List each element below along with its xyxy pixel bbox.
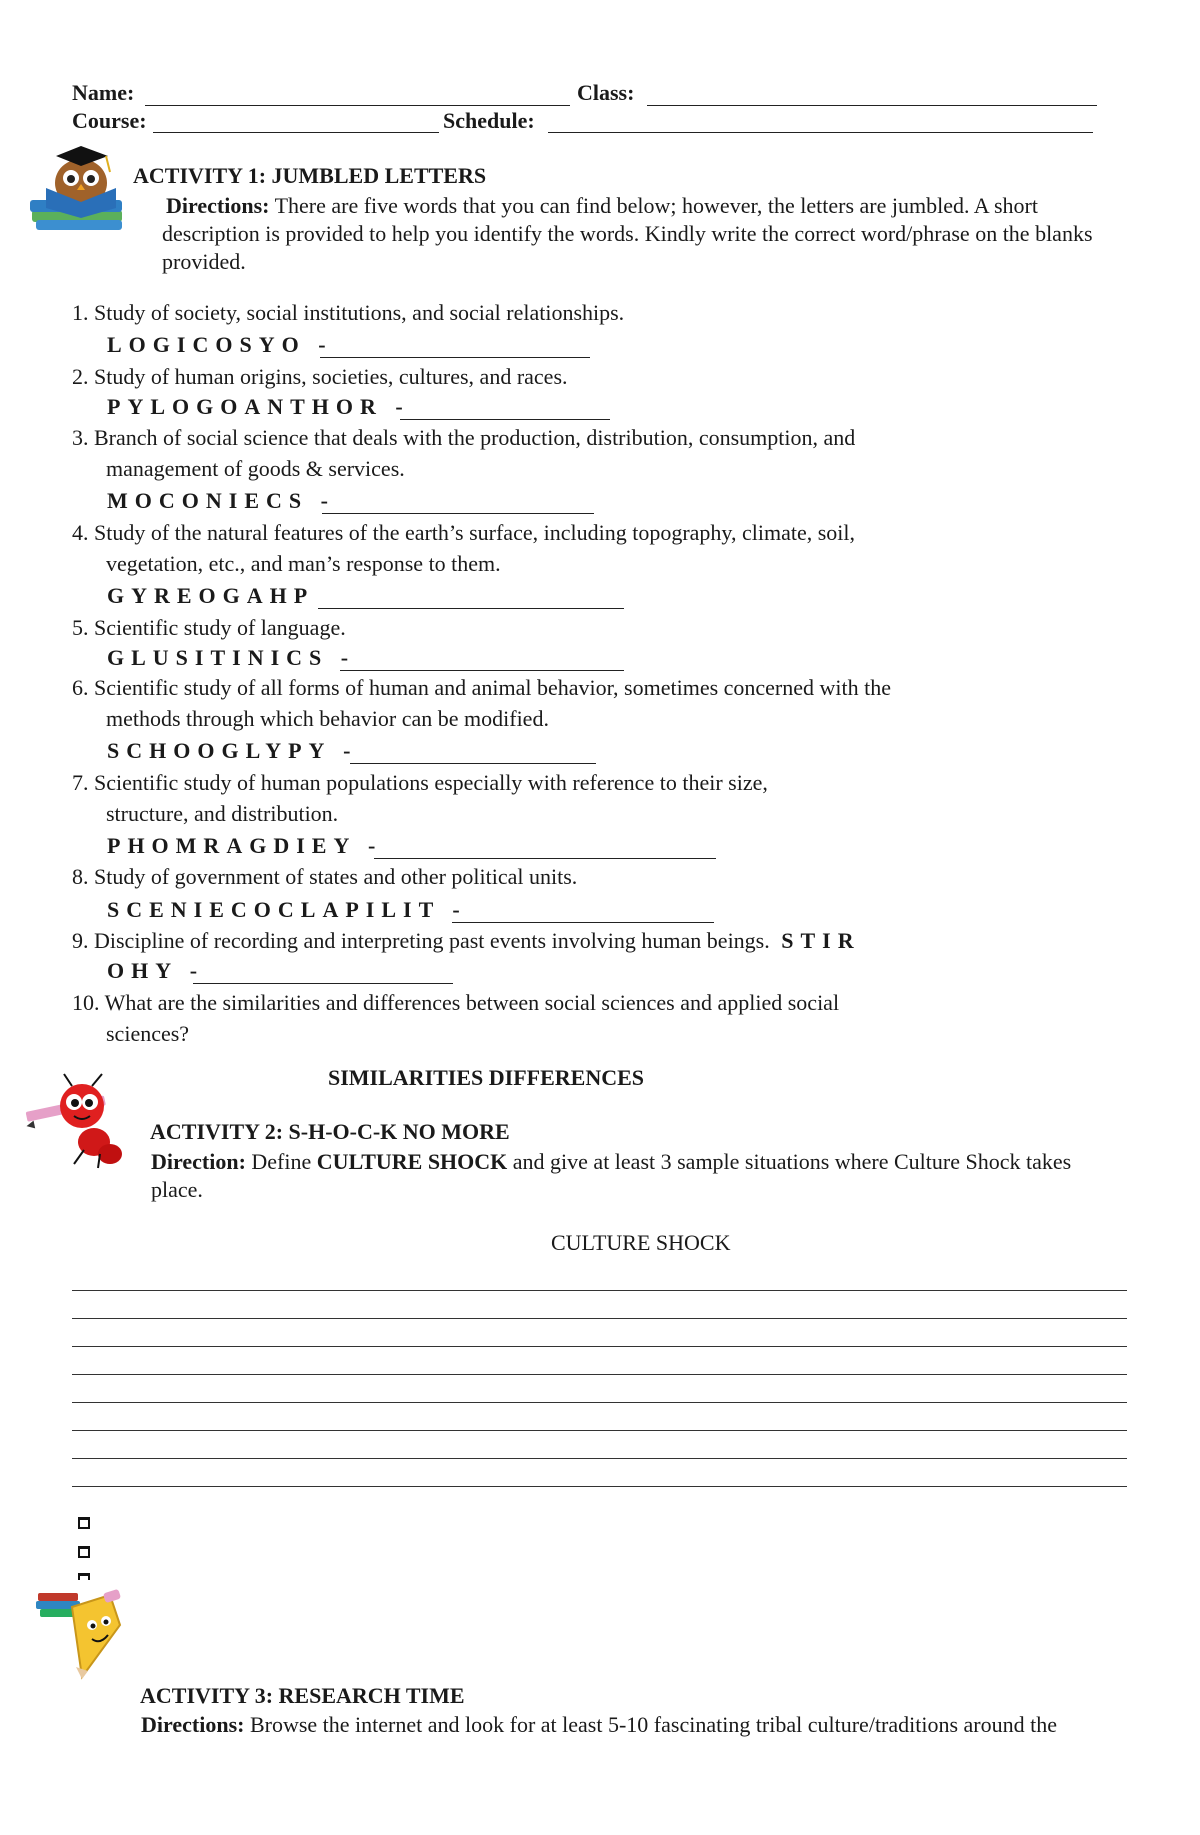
jumble-8: SCENIECOCLAPILIT - [107, 897, 467, 922]
ant-pencil-icon [24, 1070, 134, 1170]
course-label: Course: [72, 108, 147, 133]
activity3-directions-label: Directions: [141, 1712, 245, 1737]
answer-blank-2[interactable] [400, 419, 610, 420]
jumble-9-part-2: OHY - [107, 958, 205, 983]
similarities-differences-heading: SIMILARITIES DIFFERENCES [328, 1065, 645, 1090]
jumble-6: SCHOOGLYPY - [107, 738, 358, 763]
question-6-line-2: methods through which behavior can be modified. [106, 706, 549, 731]
activity3-directions [141, 1711, 1141, 1739]
writing-line-3[interactable] [72, 1346, 1127, 1347]
culture-shock-label: CULTURE SHOCK [551, 1230, 731, 1255]
question-1: 1. Study of society, social institutions, and social relationships. [72, 300, 625, 325]
writing-line-7[interactable] [72, 1458, 1127, 1459]
question-7-line-2: structure, and distribution. [106, 801, 339, 826]
answer-blank-8[interactable] [452, 922, 714, 923]
jumble-7: PHOMRAGDIEY - [107, 833, 383, 858]
activity1-directions-label: Directions: [166, 193, 270, 218]
activity1-directions-text: There are five words that you can find below; however, the letters are jumbled. A short description is provided to help you identify the words. Kindly write the correct word/phrase on the blanks provided. [162, 193, 1093, 274]
pencil-books-icon [32, 1585, 132, 1680]
question-6-line-1: 6. Scientific study of all forms of human and animal behavior, sometimes concerned with the [72, 675, 892, 700]
question-4-line-1: 4. Study of the natural features of the earth’s surface, including topography, climate, soil, [72, 520, 856, 545]
question-5: 5. Scientific study of language. [72, 615, 346, 640]
jumble-3: MOCONIECS - [107, 488, 335, 513]
answer-blank-7[interactable] [374, 858, 716, 859]
question-3-line-2: management of goods & services. [106, 456, 405, 481]
answer-blank-4[interactable] [318, 608, 624, 609]
activity2-title: ACTIVITY 2: S-H-O-C-K NO MORE [150, 1119, 510, 1144]
activity2-direction-text-b: and give at least 3 sample situations where Culture Shock takes place. [151, 1149, 1072, 1202]
owl-book-icon [26, 138, 136, 238]
checkbox-bullet-2[interactable] [78, 1546, 90, 1558]
question-4-line-2: vegetation, etc., and man’s response to them. [106, 551, 501, 576]
activity3-title: ACTIVITY 3: RESEARCH TIME [140, 1683, 465, 1708]
writing-line-4[interactable] [72, 1374, 1127, 1375]
activity1-title: ACTIVITY 1: JUMBLED LETTERS [133, 163, 487, 188]
question-8: 8. Study of government of states and other political units. [72, 864, 578, 889]
writing-line-6[interactable] [72, 1430, 1127, 1431]
jumble-4: GYREOGAHP [107, 583, 315, 608]
question-10-line-1: 10. What are the similarities and differences between social sciences and applied social [72, 990, 840, 1015]
activity2-direction [151, 1148, 1111, 1204]
activity2-direction-label: Direction: [151, 1149, 246, 1174]
class-label: Class: [577, 80, 635, 105]
jumble-9-part-1: STIR [781, 928, 861, 953]
class-field[interactable] [647, 105, 1097, 106]
question-9-text: 9. Discipline of recording and interpreting past events involving human beings. [72, 928, 770, 953]
question-10-line-2: sciences? [106, 1021, 190, 1046]
jumble-5: GLUSITINICS - [107, 645, 356, 670]
course-field[interactable] [153, 132, 439, 133]
answer-blank-6[interactable] [350, 763, 596, 764]
checkbox-bullet-1[interactable] [78, 1517, 90, 1529]
answer-blank-3[interactable] [322, 513, 594, 514]
jumble-2: PYLOGOANTHOR - [107, 394, 410, 419]
writing-line-8[interactable] [72, 1486, 1127, 1487]
activity2-direction-text-a: Define [251, 1149, 312, 1174]
schedule-field[interactable] [548, 132, 1093, 133]
activity3-directions-text: Browse the internet and look for at least 5-10 fascinating tribal culture/traditions around the [249, 1712, 1058, 1737]
question-9 [72, 928, 861, 954]
name-label: Name: [72, 80, 135, 105]
answer-blank-5[interactable] [340, 670, 624, 671]
writing-line-2[interactable] [72, 1318, 1127, 1319]
answer-blank-1[interactable] [320, 357, 590, 358]
question-2: 2. Study of human origins, societies, cultures, and races. [72, 364, 568, 389]
jumble-1: LOGICOSYO - [107, 332, 333, 357]
checkbox-bullet-3[interactable] [78, 1573, 90, 1580]
question-3-line-1: 3. Branch of social science that deals with the production, distribution, consumption, and [72, 425, 856, 450]
answer-blank-9[interactable] [193, 983, 453, 984]
activity2-culture-shock-bold: CULTURE SHOCK [316, 1149, 508, 1174]
schedule-label: Schedule: [443, 108, 535, 133]
name-field[interactable] [145, 105, 570, 106]
question-7-line-1: 7. Scientific study of human populations especially with reference to their size, [72, 770, 768, 795]
writing-line-5[interactable] [72, 1402, 1127, 1403]
activity1-directions [162, 192, 1112, 276]
writing-line-1[interactable] [72, 1290, 1127, 1291]
